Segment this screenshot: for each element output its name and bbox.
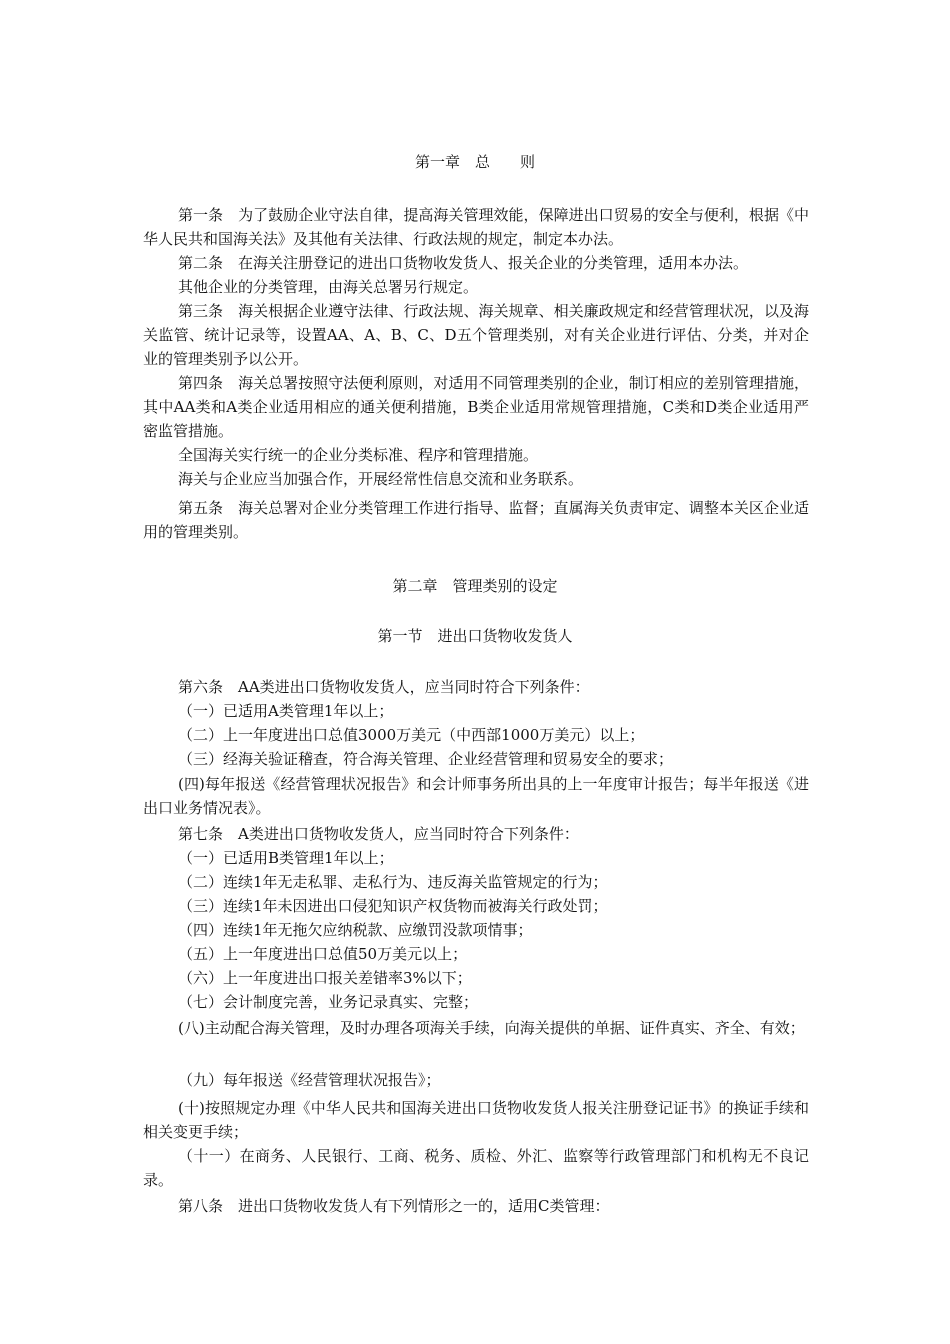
article-7: 第七条 A类进出口货物收发货人，应当同时符合下列条件： — [178, 825, 579, 843]
article-4: 第四条 海关总署按照守法便利原则，对适用不同管理类别的企业，制订相应的差别管理措施，其中AA类和A类企业适用相应的通关便利措施，B类企业适用常规管理措施，C类和D类企业适用严密监管措施。 — [143, 374, 809, 440]
article-4-paragraph-3: 海关与企业应当加强合作，开展经常性信息交流和业务联系。 — [178, 470, 584, 488]
chapter-2-title: 第二章 管理类别的设定 — [392, 577, 558, 595]
article-8: 第八条 进出口货物收发货人有下列情形之一的，适用C类管理： — [178, 1197, 610, 1215]
article-7-item: (八)主动配合海关管理，及时办理各项海关手续，向海关提供的单据、证件真实、齐全、有效； — [178, 1019, 805, 1037]
article-7-item: （七）会计制度完善，业务记录真实、完整； — [178, 993, 479, 1011]
article-6-item: （一）已适用A类管理1年以上； — [178, 702, 394, 720]
article-7-item: （六）上一年度进出口报关差错率3%以下； — [178, 969, 472, 987]
section-1-title: 第一节 进出口货物收发货人 — [377, 627, 573, 645]
article-7-item: （一）已适用B类管理1年以上； — [178, 849, 394, 867]
article-6: 第六条 AA类进出口货物收发货人，应当同时符合下列条件： — [178, 678, 590, 696]
article-6-item: （三）经海关验证稽查，符合海关管理、企业经营管理和贸易安全的要求； — [178, 750, 674, 768]
article-2: 第二条 在海关注册登记的进出口货物收发货人、报关企业的分类管理，适用本办法。 — [178, 254, 749, 272]
article-7-item: （九）每年报送《经营管理状况报告》； — [178, 1071, 441, 1089]
article-7-item: （二）连续1年无走私罪、走私行为、违反海关监管规定的行为； — [178, 873, 608, 891]
chapter-1-title: 第一章 总 则 — [414, 153, 535, 171]
article-6-item: （二）上一年度进出口总值3000万美元（中西部1000万美元）以上； — [178, 726, 645, 744]
article-7-item: (十)按照规定办理《中华人民共和国海关进出口货物收发货人报关注册登记证书》的换证手续和相关变更手续； — [143, 1099, 809, 1141]
article-6-item: (四)每年报送《经营管理状况报告》和会计师事务所出具的上一年度审计报告；每半年报送《进出口业务情况表》。 — [143, 775, 809, 817]
article-1: 第一条 为了鼓励企业守法自律，提高海关管理效能，保障进出口贸易的安全与便利，根据《中华人民共和国海关法》及其他有关法律、行政法规的规定，制定本办法。 — [143, 206, 809, 248]
article-5: 第五条 海关总署对企业分类管理工作进行指导、监督；直属海关负责审定、调整本关区企业适用的管理类别。 — [143, 499, 809, 541]
article-7-item: （四）连续1年无拖欠应纳税款、应缴罚没款项情事； — [178, 921, 533, 939]
article-4-paragraph-2: 全国海关实行统一的企业分类标准、程序和管理措施。 — [178, 446, 539, 464]
article-3: 第三条 海关根据企业遵守法律、行政法规、海关规章、相关廉政规定和经营管理状况，以及海关监管、统计记录等，设置AA、A、B、C、D五个管理类别，对有关企业进行评估、分类，并对企业的管理类别予以公开。 — [143, 302, 809, 368]
article-7-item: （十一）在商务、人民银行、工商、税务、质检、外汇、监察等行政管理部门和机构无不良记录。 — [143, 1147, 809, 1189]
article-7-item: （三）连续1年未因进出口侵犯知识产权货物而被海关行政处罚； — [178, 897, 608, 915]
article-2-paragraph-2: 其他企业的分类管理，由海关总署另行规定。 — [178, 278, 479, 296]
article-7-item: （五）上一年度进出口总值50万美元以上； — [178, 945, 468, 963]
